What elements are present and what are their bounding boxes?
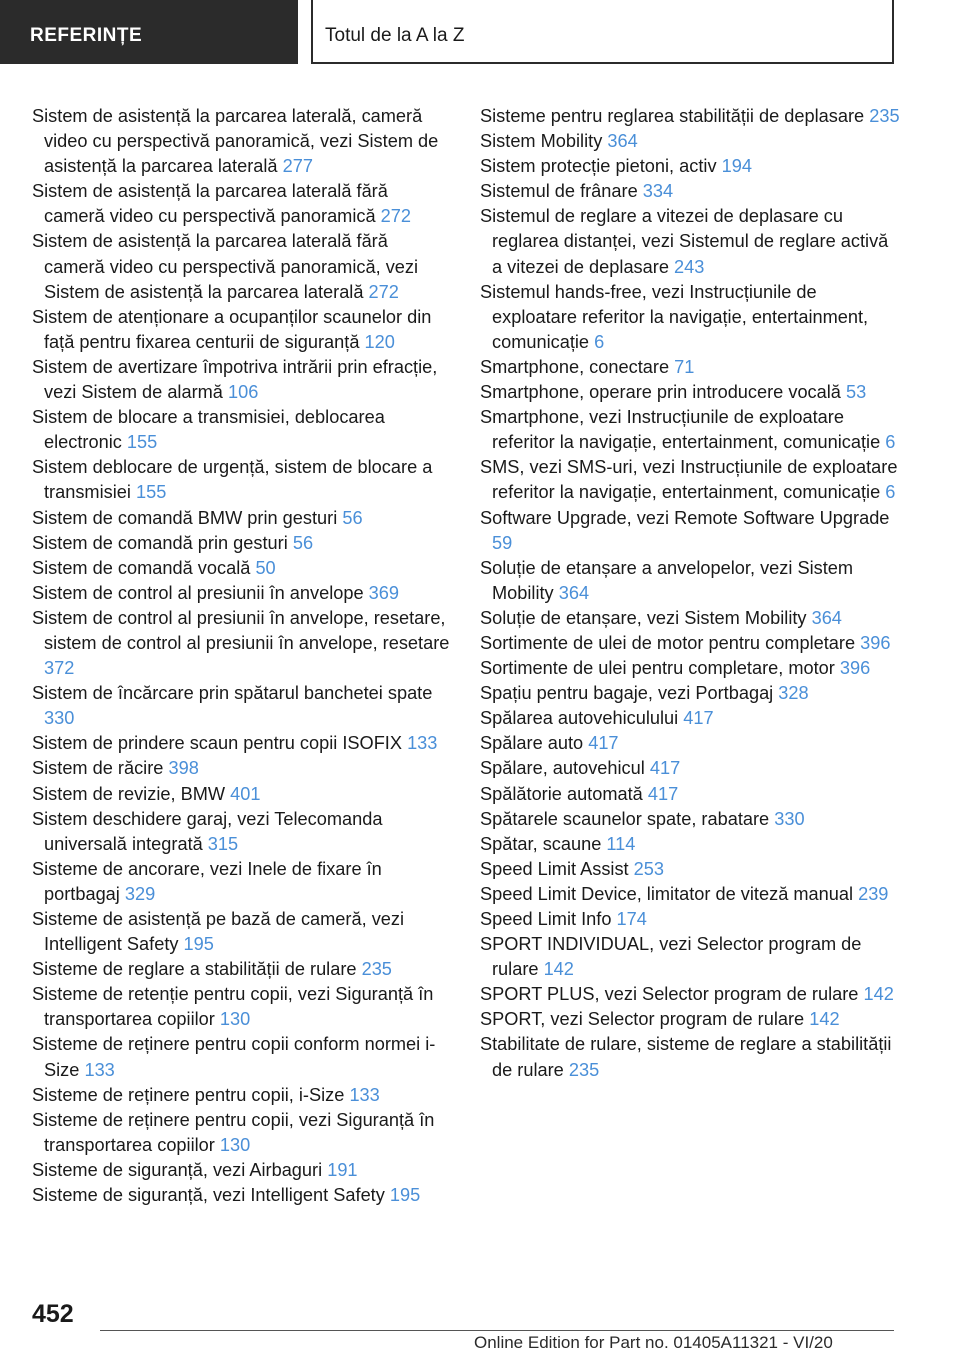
index-term: Sistem de asistență la parcarea laterală fără cameră video cu perspectivă panoramică, vezi Sistem de asistență la parcarea laterală: [32, 231, 419, 302]
index-entry: [32, 104, 452, 179]
index-entry: [480, 857, 900, 882]
page-reference-link[interactable]: 53: [846, 382, 867, 403]
index-term: Spătarele scaunelor spate, rabatare: [480, 808, 770, 829]
index-entry: [32, 681, 452, 731]
page-reference-link[interactable]: 235: [869, 106, 900, 126]
index-term: Speed Limit Device, limitator de viteză manual: [480, 883, 854, 904]
index-term: Smartphone, conectare: [480, 356, 670, 377]
page-reference-link[interactable]: 56: [342, 507, 363, 528]
index-column-right: [480, 104, 900, 1083]
index-term: Sistem Mobility: [480, 131, 603, 152]
index-term: Sistem de blocare a transmisiei, deblocarea electronic: [32, 407, 385, 453]
edition-info: Online Edition for Part no. 01405A11321 - VI/20: [474, 1333, 833, 1352]
index-entry: [32, 179, 452, 229]
page-reference-link[interactable]: 417: [649, 758, 681, 779]
page-reference-link[interactable]: 330: [44, 708, 75, 729]
index-entry: [480, 179, 900, 204]
index-term: Sistem de comandă vocală: [32, 557, 251, 578]
page-reference-link[interactable]: 155: [135, 482, 167, 503]
page-reference-link[interactable]: 243: [674, 256, 705, 277]
index-term: Spătar, scaune: [480, 833, 602, 854]
page-reference-link[interactable]: 114: [606, 833, 636, 854]
index-term: Sistem de răcire: [32, 758, 164, 779]
page-number: 452: [32, 1300, 74, 1328]
index-term: Spălare, autovehicul: [480, 758, 645, 779]
page-reference-link[interactable]: 130: [219, 1009, 251, 1030]
page-reference-link[interactable]: 239: [858, 883, 889, 904]
page-reference-link[interactable]: 235: [568, 1059, 600, 1080]
page-reference-link[interactable]: 272: [368, 281, 399, 302]
index-term: Sisteme de reținere pentru copii, vezi Siguranță în transportarea copiilor: [32, 1109, 435, 1155]
page-reference-link[interactable]: 133: [349, 1084, 380, 1105]
index-term: Sisteme de siguranță, vezi Airbaguri: [32, 1159, 323, 1180]
page-reference-link[interactable]: 417: [683, 708, 714, 729]
page-reference-link[interactable]: 6: [885, 482, 896, 503]
index-entry: [32, 907, 452, 957]
index-term: Sistemul de frânare: [480, 181, 638, 202]
index-entry: [480, 932, 900, 982]
page-reference-link[interactable]: 364: [811, 607, 842, 628]
page-header: [311, 0, 894, 64]
index-entry: [32, 957, 452, 982]
page-reference-link[interactable]: 194: [721, 156, 752, 177]
section-tab: [0, 0, 298, 64]
index-entry: [480, 807, 900, 832]
index-entry: [32, 731, 452, 756]
page-reference-link[interactable]: 272: [380, 206, 412, 227]
index-term: Software Upgrade, vezi Remote Software Upgrade: [480, 507, 890, 528]
index-term: Sistemul de reglare a vitezei de deplasare cu reglarea distanței, vezi Sistemul de reglare activă a vitezei de deplasare: [480, 206, 889, 277]
index-term: Sistem deblocare de urgență, sistem de blocare a transmisiei: [32, 457, 433, 503]
page-reference-link[interactable]: 364: [558, 582, 590, 603]
index-term: Smartphone, vezi Instrucțiunile de exploatare referitor la navigație, entertainment, comunicație: [480, 407, 881, 453]
index-entry: [480, 782, 900, 807]
page-reference-link[interactable]: 106: [227, 382, 259, 403]
index-entry: [480, 656, 900, 681]
page-reference-link[interactable]: 330: [774, 808, 805, 829]
page-reference-link[interactable]: 71: [674, 356, 695, 377]
index-term: Smartphone, operare prin introducere vocală: [480, 382, 841, 403]
index-term: Sistemul hands-free, vezi Instrucțiunile de exploatare referitor la navigație, entertainment, comunicație: [480, 281, 869, 352]
page-reference-link[interactable]: 277: [282, 156, 313, 177]
page-reference-link[interactable]: 396: [860, 632, 891, 653]
index-term: Speed Limit Assist: [480, 858, 629, 879]
index-term: Sisteme de reținere pentru copii, i-Size: [32, 1084, 345, 1105]
page-reference-link[interactable]: 372: [44, 658, 75, 679]
index-entry: [480, 882, 900, 907]
index-entry: [480, 982, 900, 1007]
index-term: Sistem de control al presiunii în anvelope: [32, 582, 364, 603]
index-entry: [480, 606, 900, 631]
page-reference-link[interactable]: 328: [778, 683, 809, 704]
page-reference-link[interactable]: 130: [219, 1134, 251, 1155]
index-entry: [480, 556, 900, 606]
page-reference-link[interactable]: 142: [543, 959, 574, 980]
index-term: Spațiu pentru bagaje, vezi Portbagaj: [480, 683, 774, 704]
index-term: Sistem de avertizare împotriva intrării prin efracție, vezi Sistem de alarmă: [32, 356, 438, 403]
index-entry: [480, 506, 900, 556]
page-reference-link[interactable]: 235: [361, 959, 392, 980]
index-term: Sortimente de ulei de motor pentru completare: [480, 632, 856, 653]
page-reference-link[interactable]: 329: [124, 883, 156, 904]
index-entry: [32, 1108, 452, 1158]
index-term: Sistem de control al presiunii în anvelope, resetare, sistem de control al presiunii în anvelope, resetare: [32, 607, 450, 653]
page-reference-link[interactable]: 401: [230, 783, 261, 804]
index-term: Sistem de încărcare prin spătarul banchetei spate: [32, 683, 433, 704]
index-term: Sistem de asistență la parcarea laterală fără cameră video cu perspectivă panoramică: [32, 181, 388, 227]
index-entry: [480, 681, 900, 706]
index-entry: [32, 807, 452, 857]
page-reference-link[interactable]: 253: [633, 858, 665, 879]
page-reference-link[interactable]: 59: [492, 532, 513, 553]
index-term: Spălarea autovehiculului: [480, 708, 679, 729]
index-term: Spălătorie automată: [480, 783, 643, 804]
index-entry: [480, 706, 900, 731]
index-entry: [480, 405, 900, 455]
index-entry: [32, 355, 452, 405]
index-entry: [480, 380, 900, 405]
page-reference-link[interactable]: 155: [126, 432, 158, 453]
index-term: SPORT PLUS, vezi Selector program de rulare: [480, 984, 859, 1005]
index-term: Sisteme de ancorare, vezi Inele de fixare în portbagaj: [32, 858, 382, 904]
index-entry: [32, 531, 452, 556]
index-term: Sistem deschidere garaj, vezi Telecomanda universală integrată: [32, 808, 383, 854]
index-entry: [32, 1083, 452, 1108]
index-entry: [32, 305, 452, 355]
index-term: Sisteme de reținere pentru copii conform normei i-Size: [32, 1034, 436, 1080]
page-reference-link[interactable]: 133: [407, 733, 438, 754]
index-term: Soluție de etanșare, vezi Sistem Mobility: [480, 607, 807, 628]
page-reference-link[interactable]: 417: [647, 783, 679, 804]
page-reference-link[interactable]: 315: [207, 833, 239, 854]
page-reference-link[interactable]: 6: [885, 432, 896, 453]
page-reference-link[interactable]: 142: [863, 984, 894, 1005]
page-reference-link[interactable]: 195: [389, 1185, 421, 1206]
header-title: Totul de la A la Z: [325, 25, 465, 46]
index-term: Soluție de etanșare a anvelopelor, vezi Sistem Mobility: [480, 557, 854, 603]
index-entry: [480, 832, 900, 857]
page-reference-link[interactable]: 133: [84, 1059, 115, 1080]
index-term: Sistem protecție pietoni, activ: [480, 156, 717, 177]
index-entry: [32, 581, 452, 606]
index-term: Sisteme de siguranță, vezi Intelligent Safety: [32, 1185, 385, 1206]
index-term: Stabilitate de rulare, sisteme de reglare a stabilității de rulare: [480, 1034, 892, 1080]
page-reference-link[interactable]: 369: [368, 582, 400, 603]
page-reference-link[interactable]: 142: [809, 1009, 840, 1030]
index-term: Speed Limit Info: [480, 909, 612, 929]
index-entry: [32, 405, 452, 455]
index-entry: [480, 204, 900, 279]
footer-divider: [100, 1330, 894, 1331]
index-term: Sistem de revizie, BMW: [32, 783, 226, 804]
index-entry: [480, 731, 900, 756]
index-term: SPORT, vezi Selector program de rulare: [480, 1009, 805, 1030]
index-term: Sisteme de reglare a stabilității de rulare: [32, 959, 357, 980]
index-entry: [480, 631, 900, 656]
index-entry: [32, 756, 452, 781]
index-term: Sisteme pentru reglarea stabilității de deplasare: [480, 106, 865, 126]
index-term: Sistem de comandă BMW prin gesturi: [32, 507, 338, 528]
index-term: Spălare auto: [480, 733, 584, 754]
index-term: Sistem de asistență la parcarea laterală, cameră video cu perspectivă panoramică, vezi Sistem de asistență la parcarea laterală: [32, 106, 439, 177]
index-entry: [480, 1032, 900, 1082]
index-entry: [32, 455, 452, 505]
page-reference-link[interactable]: 120: [364, 331, 395, 352]
index-term: SMS, vezi SMS-uri, vezi Instrucțiunile de exploatare referitor la navigație, entertainment, comunicație: [480, 457, 898, 503]
index-entry: [32, 857, 452, 907]
index-entry: [480, 104, 900, 129]
section-label: REFERINȚE: [30, 25, 143, 46]
index-entry: [480, 756, 900, 781]
page-reference-link[interactable]: 334: [642, 181, 674, 202]
page-reference-link[interactable]: 396: [839, 658, 871, 679]
index-entry: [480, 1007, 900, 1032]
index-term: Sistem de atenționare a ocupanților scaunelor din față pentru fixarea centurii de siguranță: [32, 306, 432, 352]
index-term: SPORT INDIVIDUAL, vezi Selector program de rulare: [480, 934, 862, 980]
index-entry: [32, 782, 452, 807]
index-entry: [32, 606, 452, 681]
page-reference-link[interactable]: 50: [255, 557, 276, 578]
index-term: Sortimente de ulei pentru completare, motor: [480, 658, 835, 679]
page-reference-link[interactable]: 398: [168, 758, 199, 779]
index-entry: [480, 355, 900, 380]
page-reference-link[interactable]: 56: [292, 532, 314, 553]
index-term: Sisteme de retenție pentru copii, vezi Siguranță în transportarea copiilor: [32, 984, 434, 1030]
page-reference-link[interactable]: 6: [594, 331, 605, 352]
index-column-left: [32, 104, 452, 1208]
page-reference-link[interactable]: 195: [183, 934, 214, 955]
index-term: Sisteme de asistență pe bază de cameră, vezi Intelligent Safety: [32, 909, 405, 955]
index-entry: [480, 154, 900, 179]
index-entry: [480, 455, 900, 505]
index-entry: [32, 982, 452, 1032]
index-term: Sistem de prindere scaun pentru copii ISOFIX: [32, 733, 402, 754]
index-entry: [32, 1158, 452, 1183]
index-term: Sistem de comandă prin gesturi: [32, 532, 288, 553]
index-entry: [32, 1183, 452, 1208]
page-reference-link[interactable]: 191: [327, 1159, 358, 1180]
index-entry: [32, 506, 452, 531]
index-entry: [32, 1032, 452, 1082]
index-entry: [480, 280, 900, 355]
page-reference-link[interactable]: 417: [588, 733, 619, 754]
index-entry: [32, 229, 452, 304]
index-entry: [480, 907, 900, 932]
page-reference-link[interactable]: 364: [607, 131, 638, 152]
page-reference-link[interactable]: 174: [616, 909, 647, 929]
index-entry: [480, 129, 900, 154]
index-entry: [32, 556, 452, 581]
